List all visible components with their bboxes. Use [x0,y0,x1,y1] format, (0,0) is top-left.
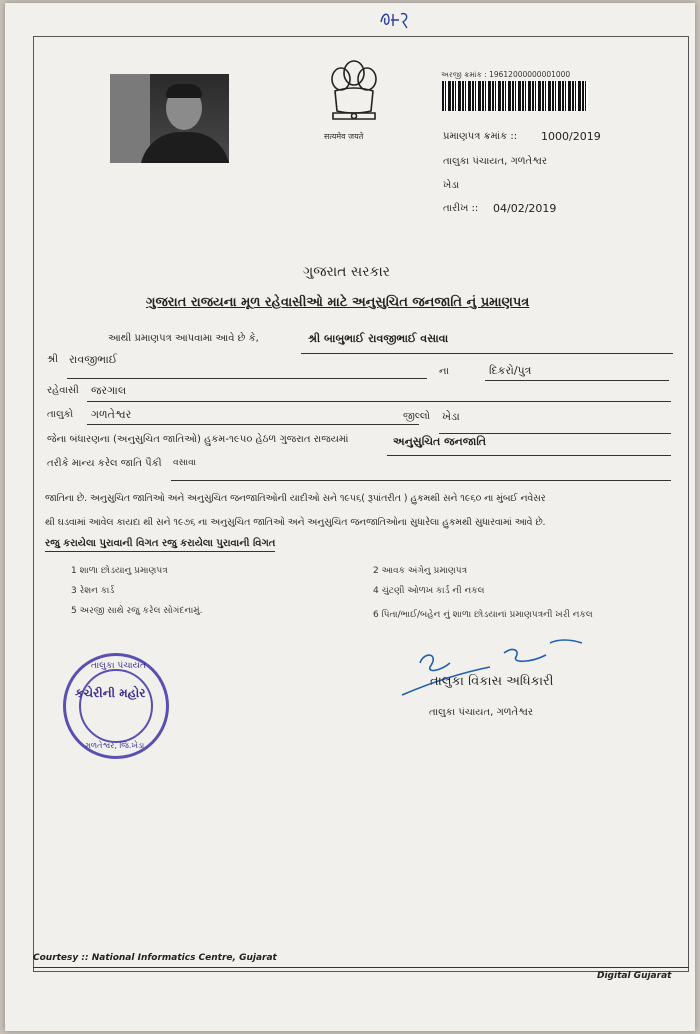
certificate-page [5,3,695,1031]
digital-gujarat-brand: Digital Gujarat [597,971,672,981]
district-value: ખેડા [442,410,460,423]
evidence-item-6: 6 પિતા/ભાઈ/બહેન નું શાળા છોડયાનાં પ્રમાણપત્રની ખરી નકલ [373,610,593,620]
evidence-heading: રજુ કરાયેલા પુરાવાની વિગત રજુ કરાયેલા પુરાવાની વિગત [45,538,275,552]
seal-office-text: કચેરીની મહોર [75,686,146,700]
seal-ring-bottom: ગળતેશ્વર, જિ.ખેડા [85,741,145,750]
national-emblem-icon [325,55,383,139]
resident-value: જરગાલ [91,384,127,397]
paragraph-line2: થી ઘડવામાં આવેલ કાયદા થી સને ૧૯૭૬ ના અનુસુચિત જાતિઓ અને અનુસુચિત જનજાતિઓના સુધારેલા હુકમથી સુધારવામાં આવે છે. [45,517,546,528]
handwritten-page-number [377,8,413,30]
cert-no-label: પ્રમાણપત્ર ક્રમાંક :: [443,131,518,142]
emblem-motto: सत्यमेव जयते [324,132,364,141]
application-serial: અરજી ક્રમાંક : 19612000000001000 [441,70,571,79]
evidence-item-1: 1 શાળા છોડયાનુ પ્રમાણપત્ર [71,566,168,576]
father-name: રાવજીભાઈ [69,353,118,366]
seal-ring-top: તાલુકા પંચાયત [91,661,146,671]
barcode [442,81,588,111]
office-seal-inner-ring [79,669,153,743]
signatory-designation: તાલુકા વિકાસ અધિકારી [430,674,554,689]
district-label: જીલ્લો [403,411,431,422]
intro-label: આથી પ્રમાણપત્ર આપવામા આવે છે કે, [108,333,259,344]
taluka-value: ગળતેશ્વર [91,408,132,421]
evidence-item-2: 2 આવક અંગેનુ પ્રમાણપત્ર [373,566,468,576]
evidence-item-4: 4 ચુંટણી ઓળખ કાર્ડ ની નકલ [373,586,485,596]
resident-label: રહેવાસી [47,385,79,396]
caste-label: તરીકે માન્ય કરેલ જાતિ પૈકી [47,458,162,469]
category-value: અનુસુચિત જનજાતિ [393,435,487,448]
applicant-photo [110,74,229,163]
top-number [5,3,7,4]
relation-value: દિકરો/પુત્ર [489,364,532,377]
issuer-line1: તાલુકા પંચાયત, ગળતેશ્વર [443,156,548,167]
cert-no-value: 1000/2019 [541,130,601,143]
applicant-name: શ્રી બાબુભાઈ રાવજીભાઈ વસાવા [308,332,449,345]
government-title: ગુજરાત સરકાર [303,264,390,280]
certificate-title: ગુજરાત રાજયના મૂળ રહેવાસીઓ માટે અનુસુચિત જનજાતિ નું પ્રમાણપત્ર [146,295,530,310]
paragraph-line1: જાતિના છે. અનુસુચિત જાતિઓ અને અનુસુચિત જનજાતિઓની યાદીઓ સને ૧૯૫૬( રૂપાંતરીત ) હુકમથી સને ૧૯૬૦ ના મુંબઈ નવેસર [45,493,546,504]
evidence-item-3: 3 રેશન કાર્ડ [71,586,115,596]
handwritten-signature [400,633,590,703]
caste-value: વસાવા [173,458,196,468]
courtesy-text: Courtesy :: National Informatics Centre, Gujarat [33,953,277,963]
date-value: 04/02/2019 [493,202,557,215]
border-frame [33,36,689,972]
signatory-office: તાલુકા પંચાયત, ગળતેશ્વર [429,707,534,718]
shri-label: શ્રી [47,354,59,365]
issuer-line2: ખેડા [443,180,460,191]
na-label: ના [439,366,449,377]
order-text: જેના બંધારણના (અનુસુચિત જાતિઓ) હુકમ-૧૯૫૦ હેઠળ ગુજરાત રાજયમાં [47,434,349,445]
taluka-label: તાલુકો [47,409,74,420]
evidence-item-5: 5 અરજી સાથે રજુ કરેલ સોગંદનામું. [71,606,203,616]
date-label: તારીખ :: [443,203,479,214]
